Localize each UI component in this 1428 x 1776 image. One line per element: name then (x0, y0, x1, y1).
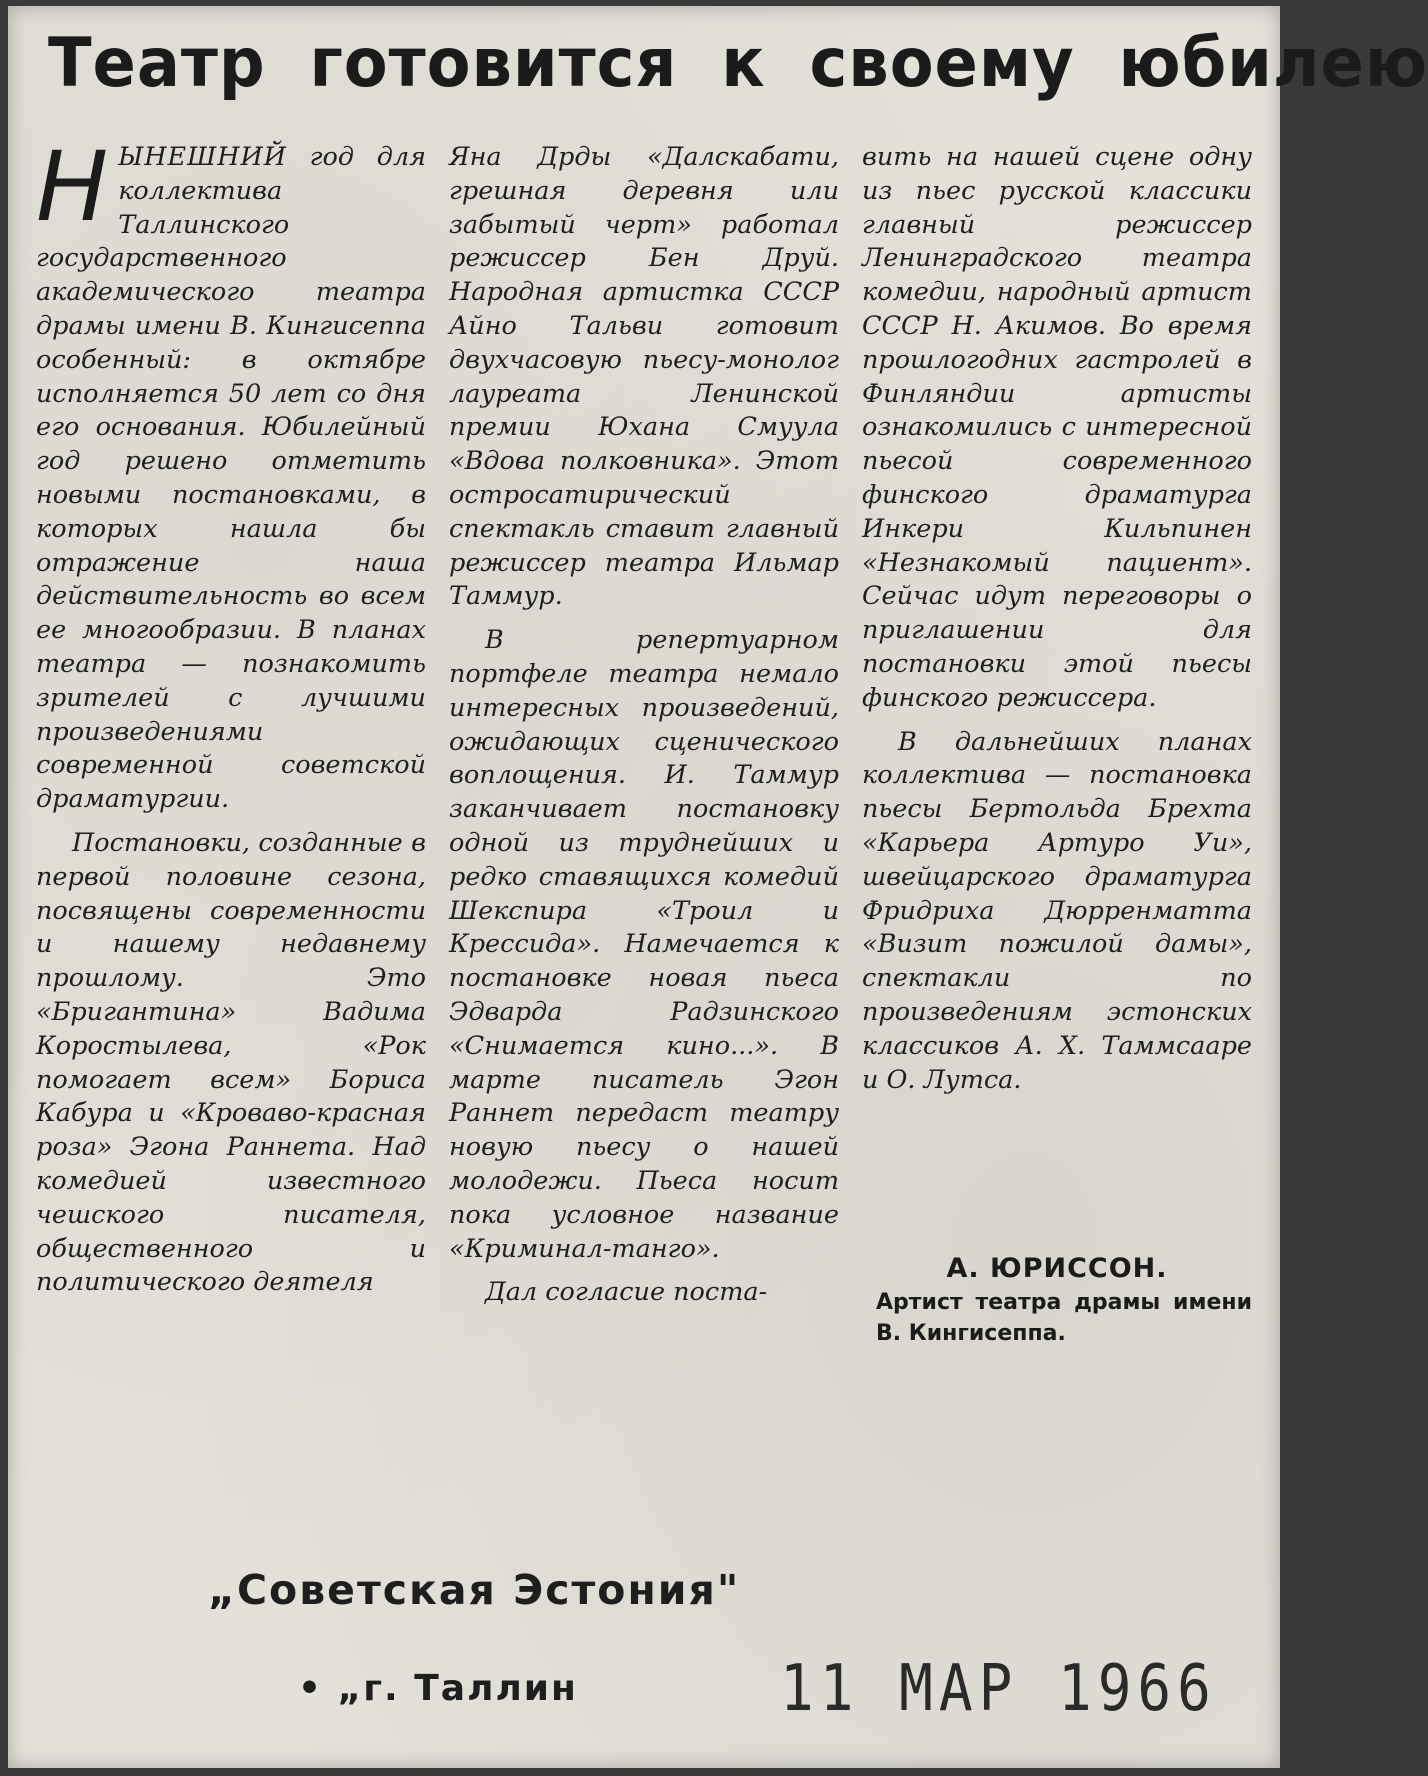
paragraph: Дал согласие поста- (485, 1277, 768, 1308)
author-role: Артист театра драмы имени В. Кингисеппа. (876, 1290, 1252, 1346)
newspaper-city: • „г. Таллин (298, 1668, 578, 1709)
paragraph: Постановки, созданные в первой половине сезона, посвящены современности и нашему недавнему прошлому. Это «Бригантина» Вадима Коростылева, «Рок помогает всем» Бориса Кабура и «Кроваво-красная роза» Эгона Раннета. Над комедией известного чешского писателя, общественного и политического деятеля (36, 827, 426, 1298)
paragraph: вить на нашей сцене одну из пьес русской классики главный режиссер Ленинградского театра комедии, народный артист СССР Н. Акимов. Во время прошлогодних гастролей в Финляндии артисты ознакомились с интересной пьесой современного финского драматурга Инкери Кильпинен «Незнакомый пациент». Сейчас идут переговоры о приглашении для постановки этой пьесы финского режиссера. (862, 142, 1252, 713)
newspaper-clipping (8, 6, 1428, 1768)
paragraph (36, 131, 426, 817)
paragraph: В репертуарном портфеле театра немало интересных произведений, ожидающих сценического воплощения. И. Таммур заканчивает постановку одной из труднейших и редко ставящихся комедий Шекспира «Троил и Крессида». Намечается к постановке новая пьеса Эдварда Радзинского «Снимается кино...». В марте писатель Эгон Раннет передаст театру новую пьесу о нашей молодежи. Пьеса носит пока условное название «Криминал-танго». (449, 625, 839, 1264)
article-body (36, 131, 1276, 1411)
article-column-2 (449, 141, 839, 1320)
newspaper-source: „Советская Эстония" (208, 1566, 741, 1614)
paragraph: В дальнейших планах коллектива — постановка пьесы Бертольда Брехта «Карьера Артуро Уи», швейцарского драматурга Фридриха Дюрренматта «Визит пожилой дамы», спектакли по произведениям эстонских классиков А. Х. Таммсааре и О. Лутса. (862, 726, 1252, 1095)
article-headline: Театр готовится к своему юбилею (48, 24, 1428, 103)
paragraph-text: год для коллектива Таллинского государственного академического театра драмы имени В. Кингисеппа особенный: в октябре исполняется 50 лет со дня его основания. Юбилейный год решено отметить новыми постановками, в которых нашла бы отражение наша действительность во всем ее многообразии. В планах театра — познакомить зрителей с лучшими произведениями современной советской драматургии. (36, 142, 426, 815)
date-stamp: 11 МАР 1966 (780, 1651, 1217, 1726)
drop-cap: Н (36, 131, 109, 243)
article-column-1 (36, 131, 426, 1310)
author-name: А. ЮРИССОН. (946, 1253, 1168, 1284)
lead-caps: ЫНЕШНИЙ (118, 142, 287, 172)
author-signature (862, 1251, 1252, 1349)
article-column-3 (862, 141, 1252, 1107)
paragraph: Яна Дрды «Далскабати, грешная деревня или забытый черт» работал режиссер Бен Друй. Народная артистка СССР Айно Тальви готовит двухчасовую пьесу-монолог лауреата Ленинской премии Юхана Смуула «Вдова полковника». Этот остросатирический спектакль ставит главный режиссер театра Ильмар Таммур. (449, 142, 839, 612)
